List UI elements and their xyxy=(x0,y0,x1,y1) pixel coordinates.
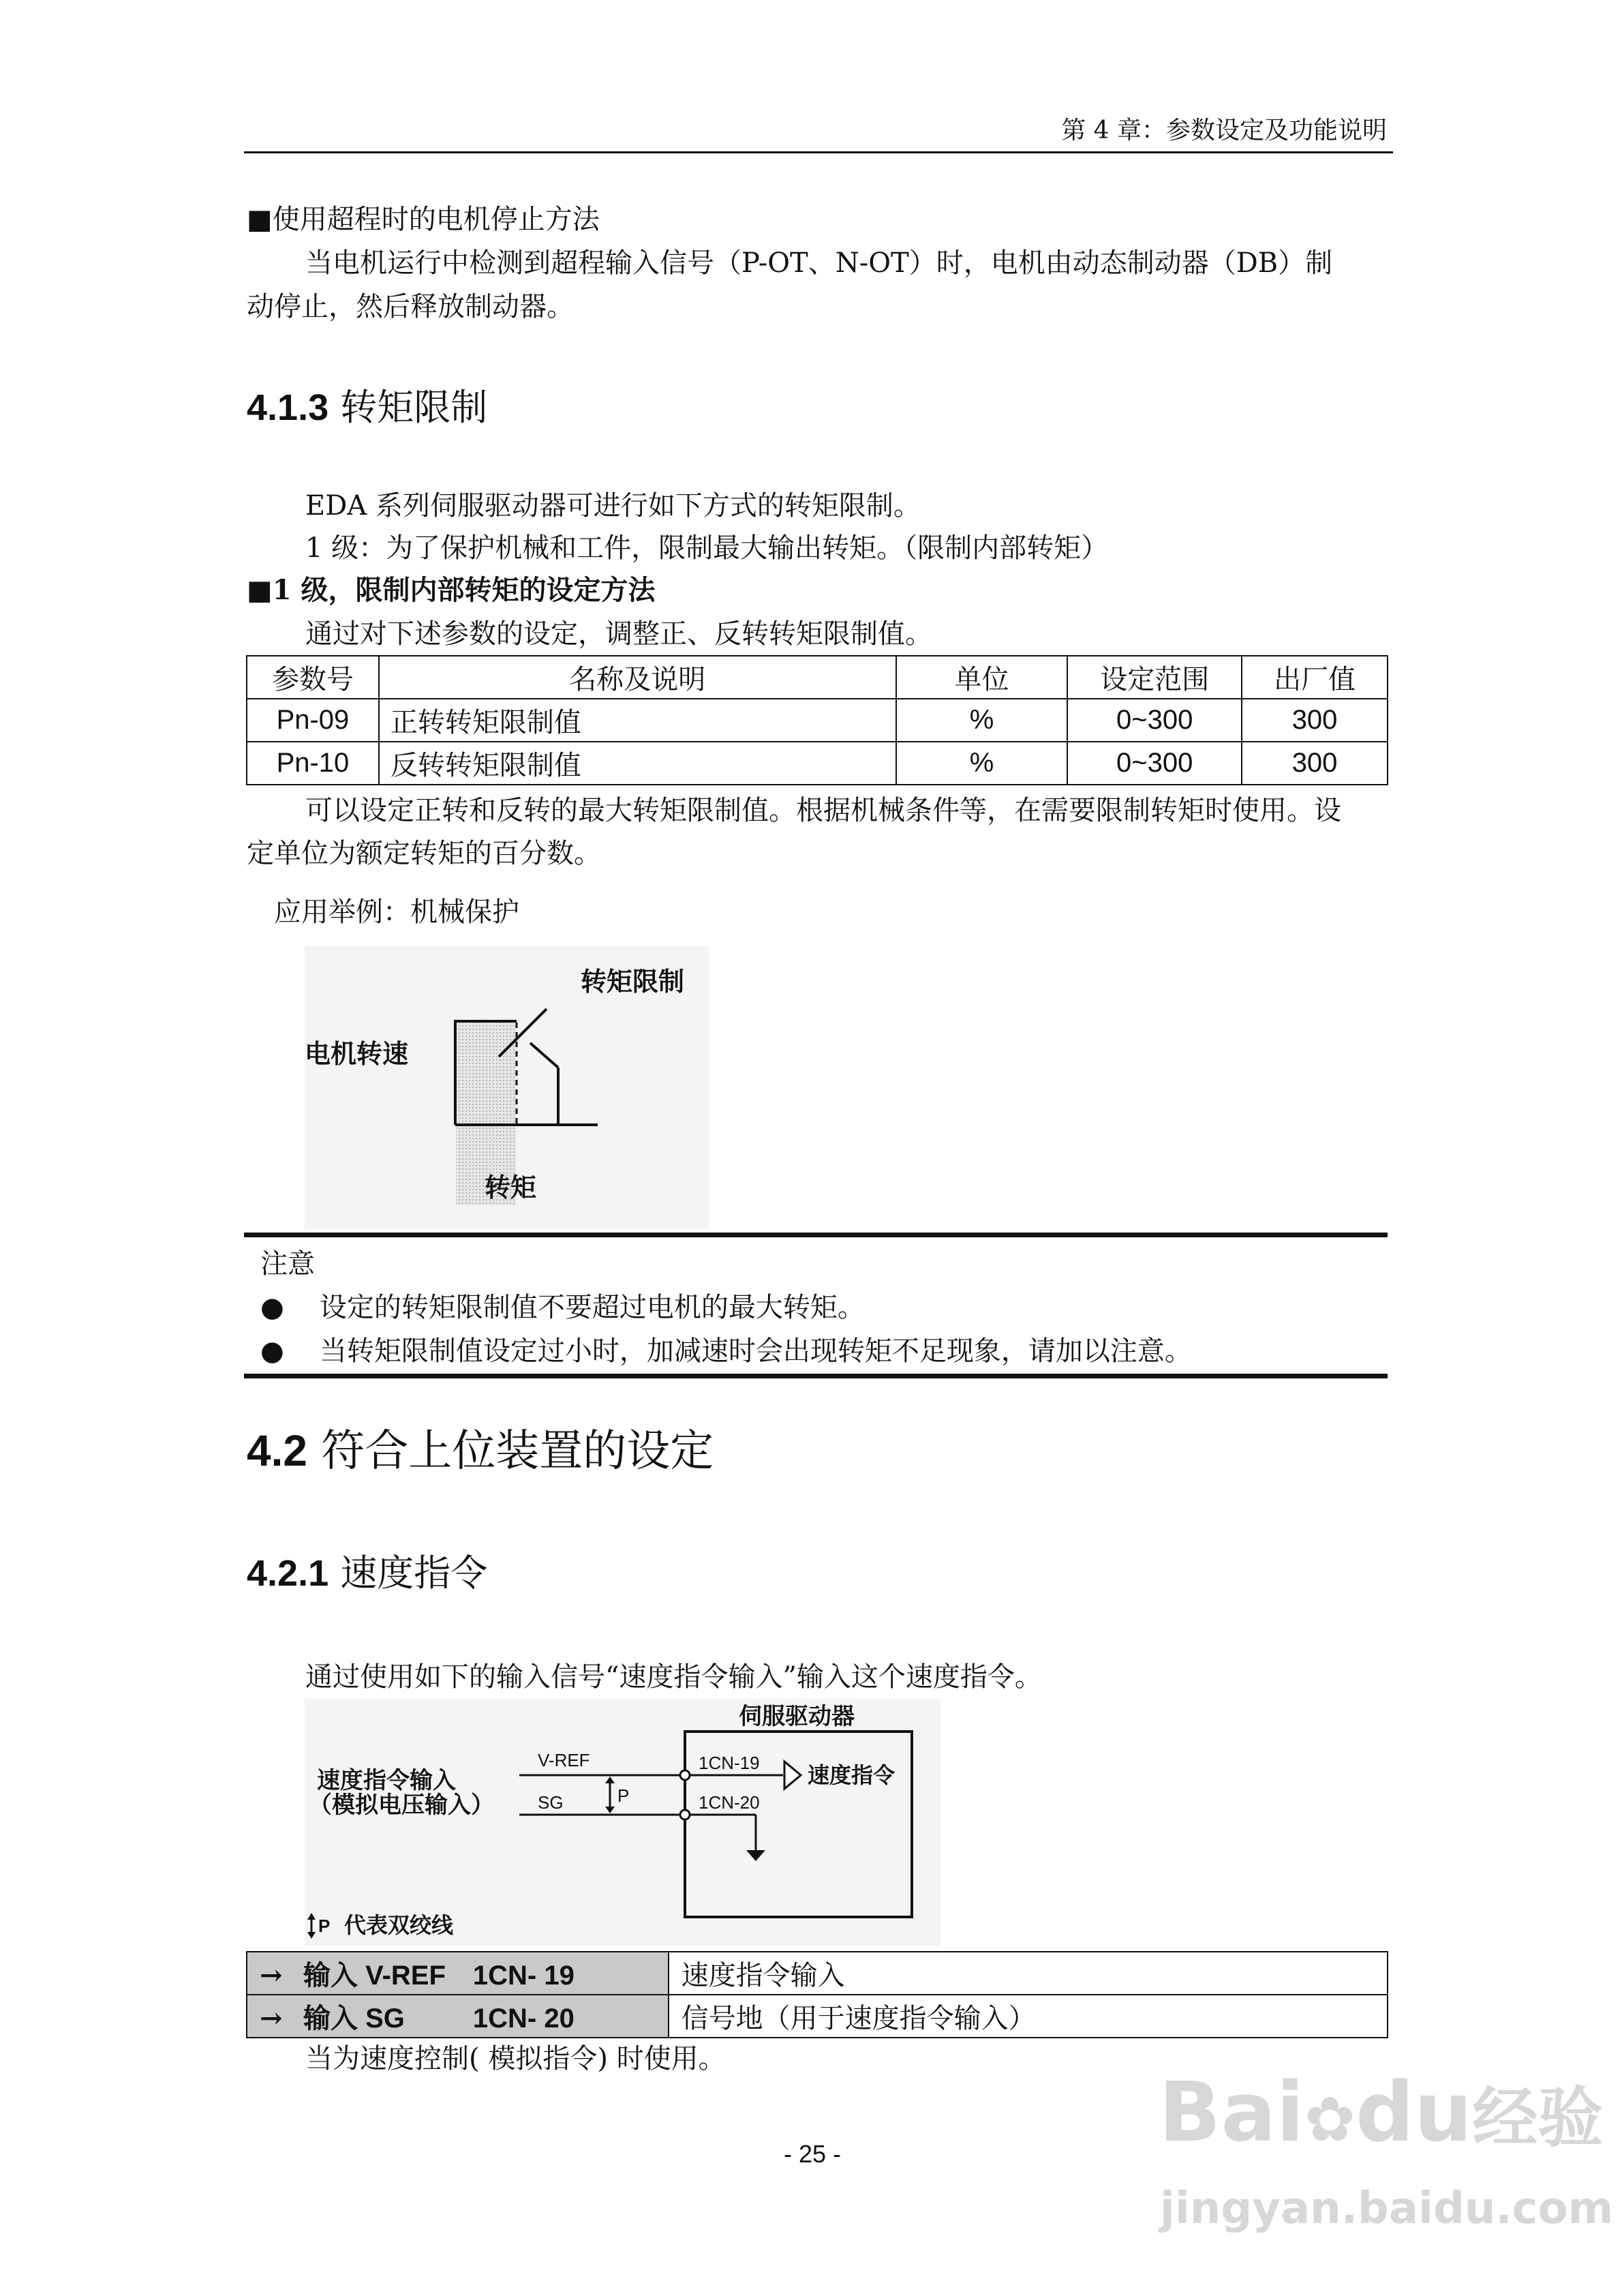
terminal-20 xyxy=(680,1810,690,1819)
torque-table-intro: 通过对下述参数的设定，调整正、反转转矩限制值。 xyxy=(305,618,932,650)
table-header-row xyxy=(247,656,1388,699)
table-row xyxy=(247,742,1388,785)
section-413-title: 转矩限制 xyxy=(340,386,488,429)
table-row xyxy=(247,1952,1388,1995)
legend-p-label: P xyxy=(318,1916,331,1936)
section-421-number: 4.2.1 xyxy=(247,1553,329,1594)
col-header-param: 参数号 xyxy=(247,656,379,699)
legend-arrow-down-icon xyxy=(307,1932,316,1939)
signal-name: 输入 V-REF xyxy=(303,1961,446,1991)
driver-label: 伺服驱动器 xyxy=(739,1703,855,1730)
page-number: - 25 - xyxy=(784,2140,842,2168)
torque-after-line2: 定单位为额定转矩的百分数。 xyxy=(247,838,601,869)
arrow-icon: → xyxy=(260,1959,283,1991)
pin-1cn19-label: 1CN-19 xyxy=(699,1753,760,1773)
torque-limit-label: 转矩限制 xyxy=(581,966,685,997)
cell-default: 300 xyxy=(1242,742,1388,785)
torque-intro: EDA 系列伺服驱动器可进行如下方式的转矩限制。 xyxy=(305,490,921,522)
watermark-bai: Bai xyxy=(1159,2066,1304,2160)
cell-unit: % xyxy=(896,699,1068,742)
signal-pin: 1CN- 19 xyxy=(472,1961,575,1991)
torque-curve-knee xyxy=(530,1043,558,1068)
watermark-cn: 经验 xyxy=(1472,2080,1604,2156)
section-42-title: 符合上位装置的设定 xyxy=(321,1426,714,1477)
torque-subheading: ■1 级，限制内部转矩的设定方法 xyxy=(247,574,656,606)
cell-range: 0~300 xyxy=(1067,742,1242,785)
twisted-pair-label: P xyxy=(617,1785,630,1806)
signal-table xyxy=(246,1951,1388,2038)
pin-1cn20-label: 1CN-20 xyxy=(699,1792,760,1813)
torque-after-line1: 可以设定正转和反转的最大转矩限制值。根据机械条件等，在需要限制转矩时使用。设 xyxy=(305,795,1341,826)
legend-arrow-up-icon xyxy=(307,1913,316,1920)
watermark-url: jingyan.baidu.com xyxy=(1160,2184,1614,2234)
motor-speed-label: 电机转速 xyxy=(305,1038,409,1069)
twisted-pair-arrow-down-icon xyxy=(605,1807,615,1813)
section-421-heading xyxy=(247,1546,487,1601)
cell-unit: % xyxy=(896,742,1068,785)
note-item: ● 当转矩限制值设定过小时，加减速时会出现转矩不足现象，请加以注意。 xyxy=(260,1335,1192,1367)
section-42-heading xyxy=(247,1419,714,1483)
signal-cell xyxy=(247,1952,669,1995)
table-row xyxy=(247,1995,1388,2038)
section-42-number: 4.2 xyxy=(247,1426,307,1475)
torque-level1: 1 级：为了保护机械和工件，限制最大输出转矩。（限制内部转矩） xyxy=(305,532,1109,564)
table-row xyxy=(247,699,1388,742)
col-header-default: 出厂值 xyxy=(1242,656,1388,699)
torque-param-table xyxy=(246,655,1388,785)
signal-desc: 速度指令输入 xyxy=(669,1952,1388,1995)
signal-name: 输入 SG xyxy=(303,2004,405,2034)
speed-cmd-intro: 通过使用如下的输入信号“速度指令输入”输入这个速度指令。 xyxy=(305,1661,1042,1693)
watermark-paw-icon: ✿ xyxy=(1304,2084,1356,2156)
section-413-number: 4.1.3 xyxy=(247,387,329,428)
example-label: 应用举例：机械保护 xyxy=(274,896,519,928)
note-item: ● 设定的转矩限制值不要超过电机的最大转矩。 xyxy=(260,1292,865,1323)
overtravel-para-line2: 动停止，然后释放制动器。 xyxy=(247,291,574,322)
input-label-line2: （模拟电压输入） xyxy=(309,1792,494,1819)
signal-cell xyxy=(247,1995,669,2038)
note-top-rule xyxy=(244,1233,1388,1237)
col-header-unit: 单位 xyxy=(896,656,1068,699)
cell-name: 正转转矩限制值 xyxy=(379,699,896,742)
arrow-icon: → xyxy=(260,2002,283,2034)
cell-range: 0~300 xyxy=(1067,699,1242,742)
torque-limit-diagram xyxy=(305,946,709,1229)
twisted-pair-arrow-up-icon xyxy=(605,1777,615,1783)
buffer-triangle-icon xyxy=(784,1762,801,1789)
header-rule xyxy=(244,151,1393,153)
vref-label: V-REF xyxy=(538,1750,590,1770)
ground-icon xyxy=(746,1850,765,1861)
legend-text: 代表双绞线 xyxy=(344,1912,454,1938)
baidu-watermark xyxy=(1159,2066,1603,2168)
speed-cmd-usage: 当为速度控制( 模拟指令) 时使用。 xyxy=(305,2043,726,2074)
speed-command-circuit xyxy=(305,1699,940,1946)
signal-desc: 信号地（用于速度指令输入） xyxy=(669,1995,1388,2038)
overtravel-para-line1: 当电机运行中检测到超程输入信号（P-OT、N-OT）时，电机由动态制动器（DB）制 xyxy=(305,247,1333,279)
section-413-heading xyxy=(247,380,487,435)
sg-label: SG xyxy=(538,1792,564,1813)
bullet-icon: ● xyxy=(260,1292,284,1323)
section-421-title: 速度指令 xyxy=(340,1552,488,1595)
torque-axis-label: 转矩 xyxy=(485,1172,537,1203)
cell-default: 300 xyxy=(1242,699,1388,742)
cell-name: 反转转矩限制值 xyxy=(379,742,896,785)
watermark-du: du xyxy=(1356,2066,1473,2160)
note-title: 注意 xyxy=(260,1248,315,1280)
signal-pin: 1CN- 20 xyxy=(472,2004,575,2034)
speed-cmd-label: 速度指令 xyxy=(808,1762,896,1788)
chapter-header: 第 4 章：参数设定及功能说明 xyxy=(1061,117,1387,145)
col-header-name: 名称及说明 xyxy=(379,656,896,699)
cell-param: Pn-10 xyxy=(247,742,379,785)
overtravel-heading: ■使用超程时的电机停止方法 xyxy=(247,204,600,235)
col-header-range: 设定范围 xyxy=(1067,656,1242,699)
cell-param: Pn-09 xyxy=(247,699,379,742)
terminal-19 xyxy=(680,1770,690,1780)
input-label-line1: 速度指令输入 xyxy=(317,1767,456,1794)
note-bottom-rule xyxy=(244,1374,1388,1378)
bullet-icon: ● xyxy=(260,1335,284,1367)
